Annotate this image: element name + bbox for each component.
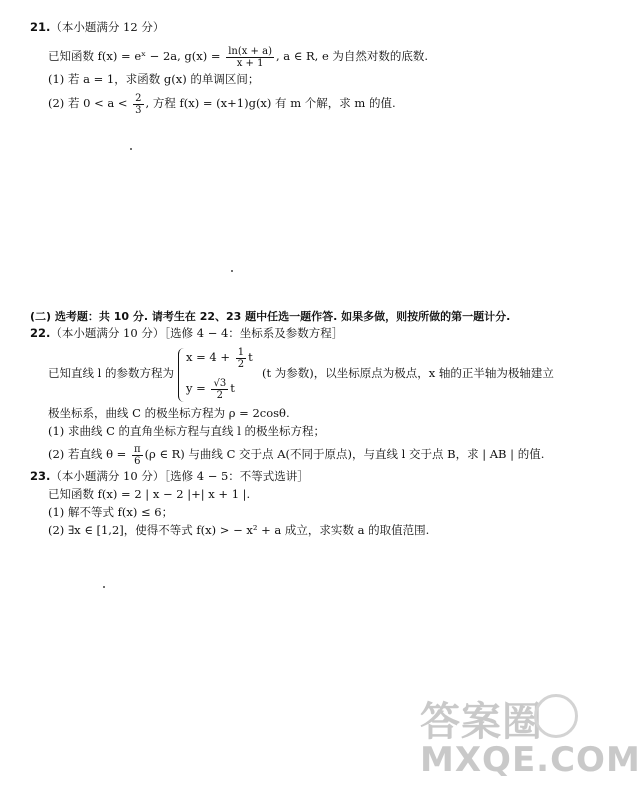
q21-frac-num: ln(x + a) [228,45,272,57]
q21-number: 21. [30,20,51,34]
q22-part2-b: (ρ ∈ R) 与曲线 C 交于点 A(不同于原点)，与直线 l 交于点 B，求 | AB | 的值. [144,447,545,461]
q23-stem: 已知函数 f(x) = 2 | x − 2 |+| x + 1 |. [48,487,251,501]
system-brace [178,348,185,402]
q21-part2-frac-num: 2 [135,92,142,104]
q22-header: （本小题满分 10 分）［选修 4 − 4：坐标系及参数方程］ [50,326,344,340]
q22-part2 [48,442,544,467]
q22-eq2 [186,376,235,401]
q22-stem-a: 已知直线 l 的参数方程为 [48,366,174,380]
q21-header-line [30,20,164,35]
q22-part2-den: 6 [134,455,141,467]
q23-header-line [30,469,309,484]
q22-eq1-num: 1 [237,346,245,358]
q22-eq1-a: x = 4 + [186,350,231,364]
q21-frac-den: x + 1 [236,57,264,69]
q22-part2-a: (2) 若直线 θ = [48,447,127,461]
watermark-logo-text: 答案圈 [420,699,543,745]
q22-eq1 [186,345,253,370]
speck [231,270,233,272]
q22-eq2-a: y = [186,381,206,395]
q22-eq1-fraction [236,347,246,370]
q22-part2-num: π [133,443,141,455]
speck [103,586,105,588]
q21-stem [48,44,428,69]
q22-eq2-num: √3 [213,377,227,389]
q21-fraction [226,46,274,69]
q21-stem-b: , a ∈ R, e 为自然对数的底数. [275,49,429,63]
q22-eq1-den: 2 [237,358,245,370]
q21-header: （本小题满分 12 分） [50,20,165,34]
q21-part2-fraction [133,93,143,116]
q23-number: 23. [30,469,51,483]
section2-heading: (二) 选考题：共 10 分. 请考生在 22、23 题中任选一题作答. 如果多做，则按所做的第一题计分. [30,310,511,323]
q22-header-line [30,326,343,341]
q21-part2-b: , 方程 f(x) = (x+1)g(x) 有 m 个解，求 m 的值. [145,96,396,110]
q21-part1: (1) 若 a = 1，求函数 g(x) 的单调区间； [48,72,260,86]
q22-eq2-b: t [230,381,235,395]
speck [130,148,132,150]
q22-part2-fraction [132,444,143,467]
q21-part2-frac-den: 3 [135,104,142,116]
q21-part2-a: (2) 若 0 < a < [48,96,128,110]
q22-eq2-fraction [211,378,228,401]
q23-part1: (1) 解不等式 f(x) ≤ 6； [48,505,174,519]
q22-eq1-b: t [248,350,253,364]
q21-stem-a: 已知函数 f(x) = eˣ − 2a, g(x) = [48,49,221,63]
q22-number: 22. [30,326,51,340]
q22-eq2-den: 2 [216,389,223,401]
q21-part2 [48,91,396,116]
q22-part1: (1) 求曲线 C 的直角坐标方程与直线 l 的极坐标方程； [48,424,326,438]
watermark-circle-icon [534,694,578,738]
q22-stem-b: (t 为参数)，以坐标原点为极点，x 轴的正半轴为极轴建立 [262,366,554,380]
q22-stem-c: 极坐标系，曲线 C 的极坐标方程为 ρ = 2cosθ. [48,406,290,420]
q23-part2: (2) ∃x ∈ [1,2]，使得不等式 f(x) > − x² + a 成立，求实数 a 的取值范围. [48,523,430,537]
watermark-url: MXQE.COM [420,740,641,780]
q23-header: （本小题满分 10 分）［选修 4 − 5：不等式选讲］ [50,469,309,483]
